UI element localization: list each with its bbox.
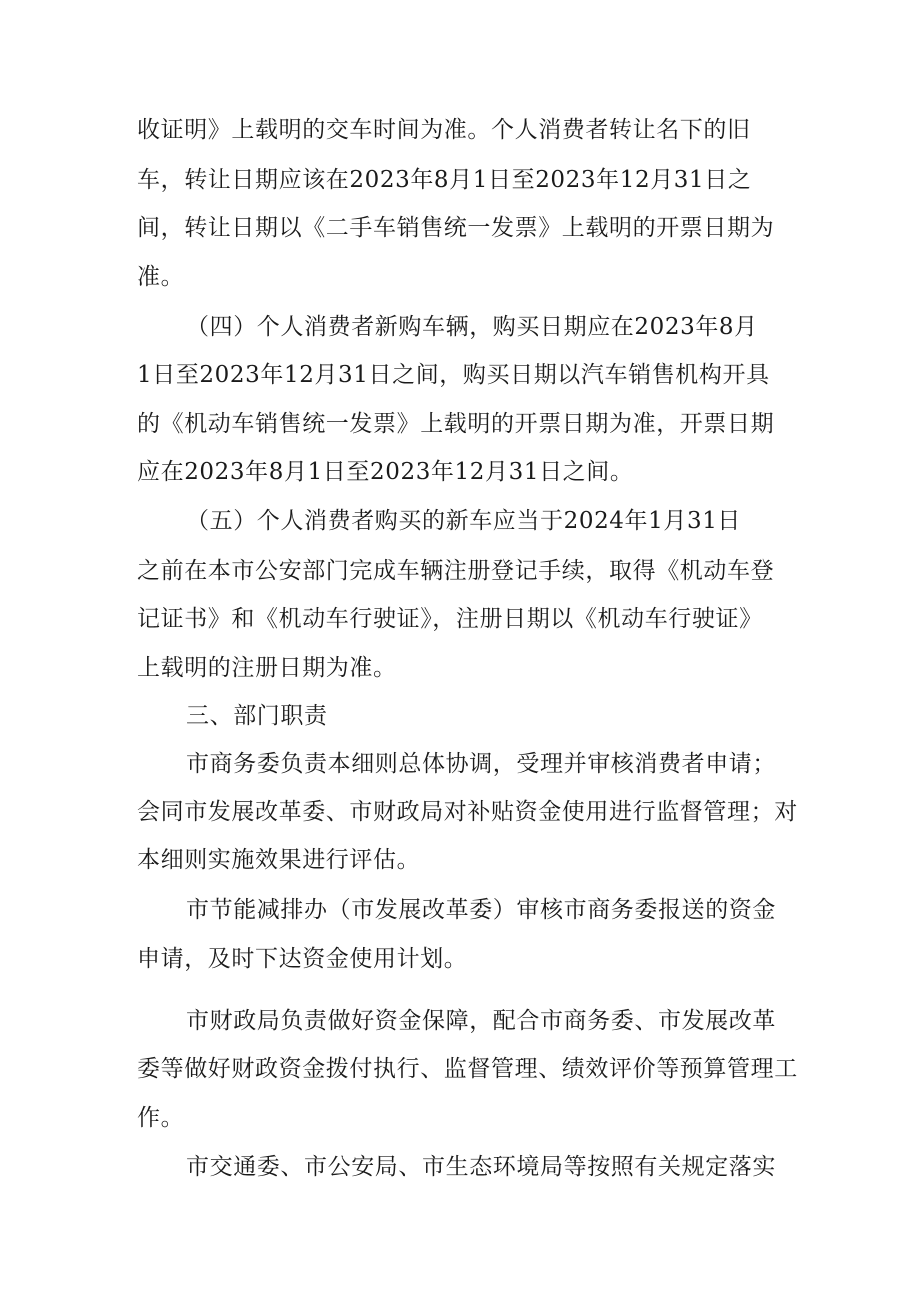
paragraph-start: 市节能减排办（市发展改革委）审核市商务委报送的资金 xyxy=(186,897,776,923)
text-line: 上载明的注册日期为准。 xyxy=(137,655,397,681)
text-line: 记证书》和《机动车行驶证》，注册日期以《机动车行驶证》 xyxy=(137,606,763,632)
text-line: 间，转让日期以《二手车销售统一发票》上载明的开票日期为 xyxy=(137,215,775,241)
text-line: 委等做好财政资金拨付执行、监督管理、绩效评价等预算管理工 xyxy=(137,1056,798,1082)
text-line: 收证明》上载明的交车时间为准。个人消费者转让名下的旧 xyxy=(137,117,751,143)
section-heading: 三、部门职责 xyxy=(186,703,328,729)
text-line: 本细则实施效果进行评估。 xyxy=(137,847,421,873)
paragraph-four-start: （四）个人消费者新购车辆，购买日期应在2023年8月 xyxy=(186,314,758,340)
text-line: 会同市发展改革委、市财政局对补贴资金使用进行监督管理；对 xyxy=(137,799,798,825)
text-line: 申请，及时下达资金使用计划。 xyxy=(137,946,468,972)
paragraph-start: 市财政局负责做好资金保障，配合市商务委、市发展改革 xyxy=(186,1008,776,1034)
paragraph-start: 市商务委负责本细则总体协调，受理并审核消费者申请； xyxy=(186,751,776,777)
text-line: 之前在本市公安部门完成车辆注册登记手续，取得《机动车登 xyxy=(137,558,775,584)
text-line: 1日至2023年12月31日之间，购买日期以汽车销售机构开具 xyxy=(137,362,770,388)
text-line: 应在2023年8月1日至2023年12月31日之间。 xyxy=(137,459,634,485)
paragraph-start: 市交通委、市公安局、市生态环境局等按照有关规定落实 xyxy=(186,1154,776,1180)
text-line: 准。 xyxy=(137,264,185,290)
text-line: 作。 xyxy=(137,1105,185,1131)
text-line: 车，转让日期应该在2023年8月1日至2023年12月31日之 xyxy=(137,167,752,193)
paragraph-five-start: （五）个人消费者购买的新车应当于2024年1月31日 xyxy=(186,508,742,534)
text-line: 的《机动车销售统一发票》上载明的开票日期为准，开票日期 xyxy=(137,411,775,437)
